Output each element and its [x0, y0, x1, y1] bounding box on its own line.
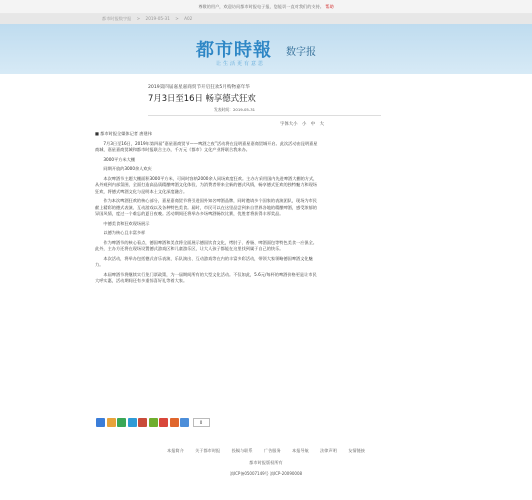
article-paragraph: 中德美食和狂欢现场展示 [103, 220, 150, 226]
help-link[interactable]: 帮助 [325, 4, 334, 9]
share-tencent-icon[interactable] [159, 418, 168, 427]
top-notice-bar [0, 0, 532, 14]
font-size-medium-button[interactable]: 中 [310, 122, 316, 127]
footer-link[interactable]: 本报导航 [292, 448, 309, 453]
article-panel [88, 75, 444, 435]
share-plus-icon[interactable] [180, 418, 189, 427]
article-paragraph: 3000平方米大棚 [103, 156, 135, 162]
masthead-logo: 都市時報 [196, 40, 272, 61]
footer-links [0, 448, 532, 454]
article-kicker: 2019第四届嘉星嘉商贸节开启狂欢5月购物嘉年华 [148, 85, 250, 90]
font-size-control [277, 121, 324, 127]
article-body [95, 131, 320, 288]
masthead-suffix: 数字报 [286, 47, 316, 58]
notice-text: 尊敬的用户，欢迎访问都市时报电子报，您能切一直对我们的支持。 [198, 4, 324, 9]
font-size-label: 字体大小 [280, 122, 298, 127]
article-paragraph: 同期开放约3000余人欢庆 [103, 166, 152, 172]
title-divider [148, 115, 381, 116]
share-more-icon[interactable] [170, 418, 179, 427]
masthead-slogan: 让生活更有意思 [216, 61, 266, 67]
article-paragraph: 本届啤酒节将继续实行免门票政策，为一届期间所有的大型文化活动。不仅如此，5.6元/每杯的啤酒价格更是让市民大呼实惠，活动期间还有多重惊喜好礼等着大家。 [95, 271, 317, 284]
share-qq-icon[interactable] [128, 418, 137, 427]
footer-link[interactable]: 法律声明 [320, 448, 337, 453]
share-qzone-icon[interactable] [96, 418, 105, 427]
font-size-small-button[interactable]: 小 [301, 122, 307, 127]
share-renren-icon[interactable] [138, 418, 147, 427]
breadcrumb-home[interactable]: 都市时报数字报 [102, 16, 132, 21]
article-title: 7月3日至16日 畅享德式狂欢 [148, 93, 256, 103]
footer-link[interactable]: 关于都市时报 [195, 448, 221, 453]
share-count: 0 [193, 418, 210, 427]
breadcrumb-page[interactable]: A02 [184, 16, 193, 21]
footer-icp: 滇ICP备05007149号 滇ICP-20090008 [229, 471, 303, 476]
article-paragraph: 作为啤酒节的核心看点，德国啤酒和美食将全面展示德国饮食文化，烤肘子、香肠、啤酒面包等特色美食一应俱全。此外，主办方还将在现场设置德式游戏区和儿童游乐区，让大人孩子都能在这里找到属于自己的快乐。 [95, 239, 317, 252]
article-paragraph: 本次啤酒节主题大棚面积3000平方米，可同时容纳2000余人同场欢度狂欢。主办方采用国内先进啤酒大棚的方式，从外观到内部氛围，全面打造高品质精酿啤酒文化体验，为消费者带来全新的德式风情，畅享德式狂欢的独特魅力和现场狂欢，将德式啤酒文化与昆明本土文化深度融合。 [95, 175, 318, 194]
share-weibo-icon[interactable] [107, 418, 116, 427]
article-paragraph: ■ 都市时报全媒体记者 唐建伟 [95, 131, 152, 136]
footer-link[interactable]: 投稿与联系 [231, 448, 253, 453]
footer-link[interactable]: 友情链接 [348, 448, 365, 453]
share-douban-icon[interactable] [149, 418, 158, 427]
article-date: 发表时间：2019-05-31 [214, 107, 256, 112]
breadcrumb: 都市时报数字报 > 2019-05-31 > A02 [0, 14, 532, 24]
footer-copyright: 都市时报版权所有 [249, 460, 283, 465]
footer-link[interactable]: 本报简介 [167, 448, 184, 453]
article-paragraph: 作为本次啤酒狂欢的核心部分，嘉星嘉商贸节将引进国外知名啤酒品牌，同时邀请多个国家的表演团队，现场为市民献上精彩的德式表演、互动游戏以及各种特色美食。届时，市民可以在这里品尝到来自世界各地的精酿啤酒，感受浓郁的异国风情，度过一个难忘的夏日夜晚。活动期间还将举办多场啤酒畅饮比赛，优胜者将获得丰厚奖品。 [95, 198, 317, 216]
article-paragraph: 7月3日至16日，2019年第四届“嘉星嘉商贸节——啤酒之夜”活动将在昆明嘉星嘉商贸城开启。此次活动由昆明嘉星商城、嘉星嘉商贸城和都市时报联合主办，千万元《都市》文化产业将联合我来办。 [95, 140, 318, 152]
share-wechat-icon[interactable] [117, 418, 126, 427]
article-paragraph: 以德为核心且丰富多样 [103, 230, 146, 236]
breadcrumb-date[interactable]: 2019-05-31 [145, 16, 170, 21]
article-paragraph: 本次活动，将举办包括德式音乐表演、乐队演出、互动游戏等在内的丰富多彩活动，带领大家领略德国啤酒文化魅力。 [95, 255, 313, 268]
share-bar [96, 417, 210, 428]
font-size-large-button[interactable]: 大 [319, 122, 325, 127]
footer-link[interactable]: 广告服务 [263, 448, 281, 453]
